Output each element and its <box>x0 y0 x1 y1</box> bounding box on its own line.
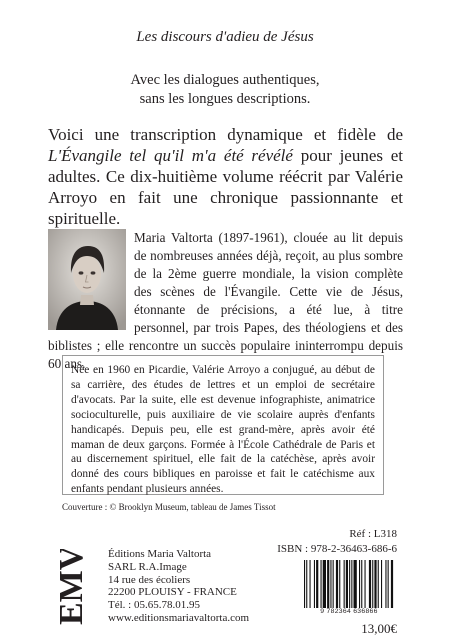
barcode-bar <box>381 560 382 608</box>
logo-text: EMV <box>53 549 90 625</box>
price: 13,00€ <box>361 621 397 636</box>
barcode-bar <box>388 560 389 608</box>
cover-credit: Couverture : © Brooklyn Museum, tableau de James Tissot <box>62 502 276 512</box>
barcode-bar <box>316 560 318 608</box>
publisher-logo <box>52 549 92 627</box>
author-bio-box: Née en 1960 en Picardie, Valérie Arroyo a conjugué, au début de sa carrière, des études de lettres et un emploi de secrétaire d'avocats. Par la suite, elle est devenue infographiste, animatrice socioculturelle, puis auxiliaire de vie scolaire auprès d'enfants handicapés. Depuis peu, elle est grand-mère, après avoir été maman de deux garçons. Formée à l'École Cathédrale de Paris et au discernement spirituel, elle fait de la catéchèse, après avoir donné des cours bibliques en paroisse et fait le catéchisme aux enfants pendant plusieurs années. <box>62 355 384 495</box>
barcode-bar <box>330 560 331 608</box>
barcode-bar <box>304 560 305 608</box>
reference-number: Réf : L318 <box>349 528 397 540</box>
publisher-company: SARL R.A.Image <box>108 560 187 573</box>
barcode-bar <box>354 560 357 608</box>
barcode-bar <box>365 560 366 608</box>
intro-text-2: pour jeunes et adultes. Ce dix-huitième volume réécrit par Valérie Arroyo en fait une chronique passionnante et spirituelle. <box>48 146 404 228</box>
barcode-bar <box>321 560 322 608</box>
barcode-bar <box>372 560 373 608</box>
barcode-bar <box>374 560 376 608</box>
barcode-bar <box>378 560 379 608</box>
barcode-bar <box>344 560 345 608</box>
bio-text: Maria Valtorta (1897-1961), clouée au lit depuis de nombreuses années déjà, reçoit, au plus sombre de la 2ème guerre mondiale, la vision complète des scènes de l'Évangile. Cette vie de Jésus, étonnante de précisions, a été lue, à titre personnel, par trois Papes, des théologiens et des biblistes ; elle rencontre un succès populaire ininterrompu depuis 60 ans. <box>48 230 403 371</box>
barcode-bar <box>306 560 307 608</box>
barcode-bar <box>310 560 311 608</box>
barcode-bar <box>351 560 352 608</box>
barcode-bar <box>314 560 315 608</box>
barcode-bar <box>346 560 348 608</box>
barcode-bar <box>333 560 334 608</box>
tagline-line-2: sans les longues descriptions. <box>139 91 311 107</box>
barcode-bar <box>369 560 371 608</box>
intro-text-1: Voici une transcription dynamique et fidèle de <box>48 125 403 144</box>
barcode-bar <box>361 560 362 608</box>
barcode-bar <box>323 560 326 608</box>
barcode-digits: 9 782364 636866 <box>320 608 378 615</box>
author-portrait-image <box>48 229 126 330</box>
publisher-street: 14 rue des écoliers <box>108 573 191 586</box>
barcode-bar <box>385 560 386 608</box>
series-title: Les discours d'adieu de Jésus <box>136 29 314 45</box>
tagline <box>0 71 450 109</box>
publisher-city: 22200 PLOUISY - FRANCE <box>108 586 237 599</box>
publisher-website: www.editionsmariavaltorta.com <box>108 611 250 624</box>
intro-paragraph <box>48 124 403 229</box>
tagline-line-1: Avec les dialogues authentiques, <box>130 72 320 88</box>
isbn: ISBN : 978-2-36463-686-6 <box>277 543 397 555</box>
barcode-bar <box>391 560 393 608</box>
barcode-bar <box>349 560 350 608</box>
publisher-name: Éditions Maria Valtorta <box>108 548 212 560</box>
publisher-info <box>108 548 249 625</box>
book-title: L'Évangile tel qu'il m'a été révélé <box>48 146 293 165</box>
publisher-phone: Tél. : 05.65.78.01.95 <box>108 599 200 612</box>
barcode-bar <box>336 560 338 608</box>
barcode-bar <box>359 560 360 608</box>
barcode-bar <box>339 560 340 608</box>
barcode-bar <box>327 560 329 608</box>
